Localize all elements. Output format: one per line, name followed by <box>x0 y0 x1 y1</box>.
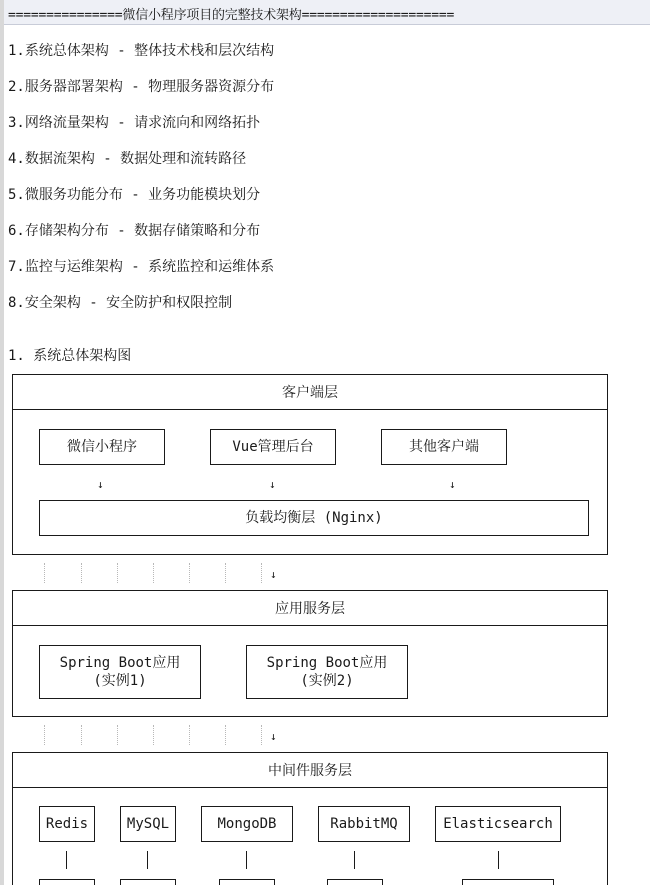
connector-dots <box>261 563 262 583</box>
editor-gutter <box>0 0 4 885</box>
toc-item-4: 4.数据流架构 - 数据处理和流转路径 <box>8 151 247 167</box>
middleware-sub-box <box>39 879 95 885</box>
section-title: 1. 系统总体架构图 <box>8 348 132 364</box>
connector-dots <box>153 725 154 745</box>
middleware-box-redis: Redis <box>39 806 95 842</box>
arrow-down-icon: ↓ <box>97 478 104 491</box>
connector-line <box>246 851 247 869</box>
middleware-sub-box <box>219 879 275 885</box>
middleware-sub-box <box>327 879 383 885</box>
client-box-vue-admin: Vue管理后台 <box>210 429 336 465</box>
document-header-line: ===============微信小程序项目的完整技术架构==================== <box>8 8 455 23</box>
middleware-box-mysql: MySQL <box>120 806 176 842</box>
middleware-sub-box <box>462 879 554 885</box>
toc-item-8: 8.安全架构 - 安全防护和权限控制 <box>8 295 233 311</box>
toc-item-7: 7.监控与运维架构 - 系统监控和运维体系 <box>8 259 275 275</box>
middleware-sub-box <box>120 879 176 885</box>
connector-dots <box>81 725 82 745</box>
connector-dots <box>81 563 82 583</box>
load-balancer-box: 负载均衡层 (Nginx) <box>39 500 589 536</box>
connector-dots <box>225 725 226 745</box>
connector-dots <box>261 725 262 745</box>
connector-dots <box>189 725 190 745</box>
spring-boot-instance-2-box: Spring Boot应用 (实例2) <box>246 645 408 699</box>
spring-boot-instance-1-box: Spring Boot应用 (实例1) <box>39 645 201 699</box>
client-layer-title: 客户端层 <box>13 375 607 410</box>
app-layer <box>12 590 608 717</box>
middleware-box-rabbitmq: RabbitMQ <box>318 806 410 842</box>
connector-line <box>354 851 355 869</box>
toc-item-1: 1.系统总体架构 - 整体技术栈和层次结构 <box>8 43 275 59</box>
connector-line <box>147 851 148 869</box>
arrow-down-icon: ↓ <box>269 478 276 491</box>
middleware-box-mongodb: MongoDB <box>201 806 293 842</box>
arrow-down-icon: ↓ <box>270 730 277 743</box>
connector-dots <box>44 725 45 745</box>
connector-dots <box>153 563 154 583</box>
client-box-wechat-miniprogram: 微信小程序 <box>39 429 165 465</box>
connector-line <box>66 851 67 869</box>
connector-dots <box>117 725 118 745</box>
arrow-down-icon: ↓ <box>270 568 277 581</box>
toc-item-5: 5.微服务功能分布 - 业务功能模块划分 <box>8 187 261 203</box>
connector-dots <box>117 563 118 583</box>
toc-item-3: 3.网络流量架构 - 请求流向和网络拓扑 <box>8 115 261 131</box>
middleware-layer-title: 中间件服务层 <box>13 753 607 788</box>
connector-dots <box>44 563 45 583</box>
client-layer <box>12 374 608 555</box>
toc-item-2: 2.服务器部署架构 - 物理服务器资源分布 <box>8 79 275 95</box>
arrow-down-icon: ↓ <box>449 478 456 491</box>
middleware-layer <box>12 752 608 885</box>
app-layer-title: 应用服务层 <box>13 591 607 626</box>
toc-item-6: 6.存储架构分布 - 数据存储策略和分布 <box>8 223 261 239</box>
connector-dots <box>225 563 226 583</box>
client-box-other-clients: 其他客户端 <box>381 429 507 465</box>
connector-dots <box>189 563 190 583</box>
middleware-box-elasticsearch: Elasticsearch <box>435 806 561 842</box>
connector-line <box>498 851 499 869</box>
